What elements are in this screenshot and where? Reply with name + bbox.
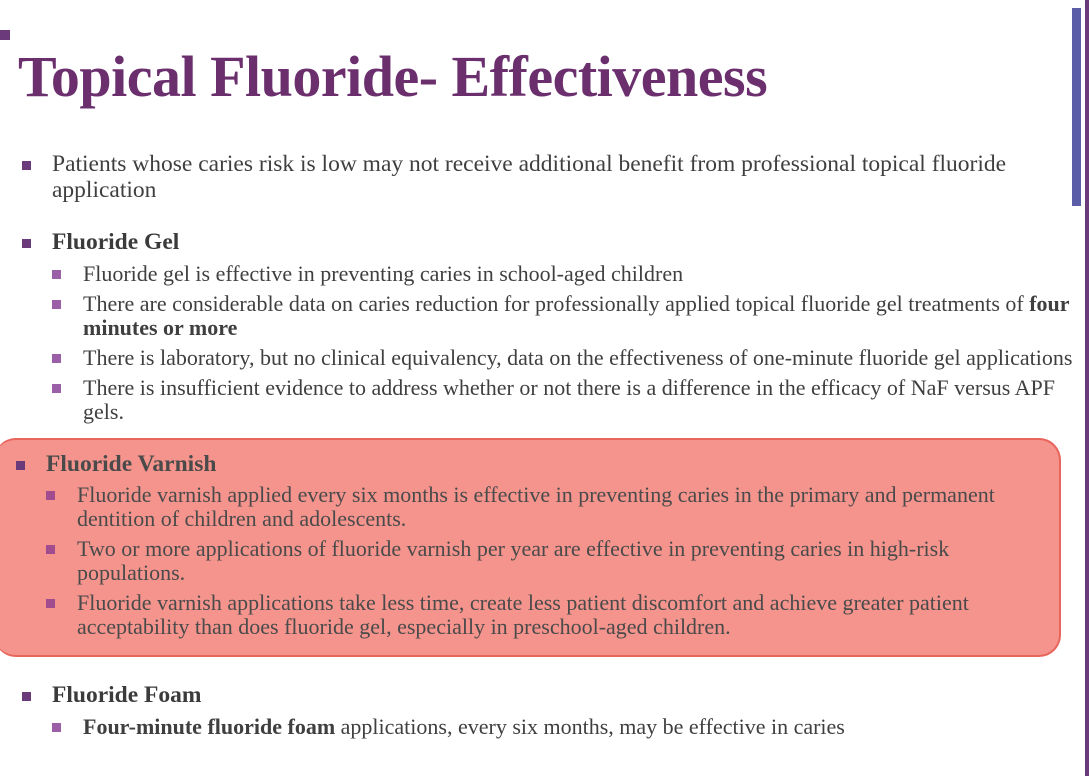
square-bullet-icon — [22, 239, 31, 248]
list-item — [0, 537, 1059, 585]
intro-text: Patients whose caries risk is low may not receive additional benefit from professional topical fluoride application — [52, 151, 1007, 203]
section-heading-label: Fluoride Foam — [52, 682, 202, 708]
list-item-text: There is laboratory, but no clinical equivalency, data on the effectiveness of one-minute fluoride gel applications — [83, 344, 1073, 370]
list-item — [0, 483, 1059, 531]
square-bullet-icon — [46, 545, 55, 554]
section-heading-label: Fluoride Varnish — [46, 450, 217, 477]
intro-bullet — [0, 152, 1075, 203]
list-item-text: There are considerable data on caries reduction for professionally applied topical fluoride gel treatments of four minutes or more — [83, 290, 1070, 340]
square-bullet-icon — [52, 270, 61, 279]
square-bullet-icon — [52, 300, 61, 309]
slide-body — [0, 152, 1075, 739]
spacer — [0, 669, 1075, 683]
square-bullet-icon — [46, 491, 55, 500]
square-bullet-icon — [22, 161, 31, 170]
list-item — [0, 591, 1059, 639]
list-item-text: Fluoride varnish applied every six months is effective in preventing caries in the primary and permanent dentition of children and adolescents. — [77, 482, 995, 531]
square-bullet-icon — [52, 384, 61, 393]
list-item-text: Fluoride varnish applications take less time, create less patient discomfort and achieve greater patient acceptability than does fluoride gel, especially in preschool-aged children. — [77, 590, 969, 639]
highlighted-callout-fluoride-varnish — [0, 438, 1061, 658]
list-item — [0, 715, 1075, 739]
section-heading-label: Fluoride Gel — [52, 229, 180, 255]
list-item-text: Fluoride gel is effective in preventing caries in school-aged children — [83, 260, 684, 286]
right-edge-stripe — [1085, 0, 1089, 776]
spacer — [0, 203, 1075, 230]
list-item — [0, 376, 1075, 424]
square-bullet-icon — [52, 354, 61, 363]
section-heading-fluoride-varnish — [0, 452, 1059, 478]
square-bullet-icon — [52, 723, 61, 732]
corner-accent-mark — [0, 30, 10, 40]
slide-title: Topical Fluoride- Effectiveness — [18, 44, 768, 109]
section-heading-fluoride-gel — [0, 230, 1075, 256]
list-item — [0, 262, 1075, 286]
section-heading-fluoride-foam — [0, 683, 1075, 709]
list-item — [0, 346, 1075, 370]
square-bullet-icon — [16, 461, 25, 470]
list-item-text: Two or more applications of fluoride varnish per year are effective in preventing caries in high-risk populations. — [77, 536, 950, 585]
square-bullet-icon — [22, 692, 31, 701]
square-bullet-icon — [46, 599, 55, 608]
list-item-text: Four-minute fluoride foam applications, every six months, may be effective in caries — [83, 713, 845, 739]
list-item — [0, 292, 1075, 340]
list-item-text: There is insufficient evidence to address whether or not there is a difference in the efficacy of NaF versus APF gels. — [83, 374, 1055, 424]
spacer — [0, 424, 1075, 438]
